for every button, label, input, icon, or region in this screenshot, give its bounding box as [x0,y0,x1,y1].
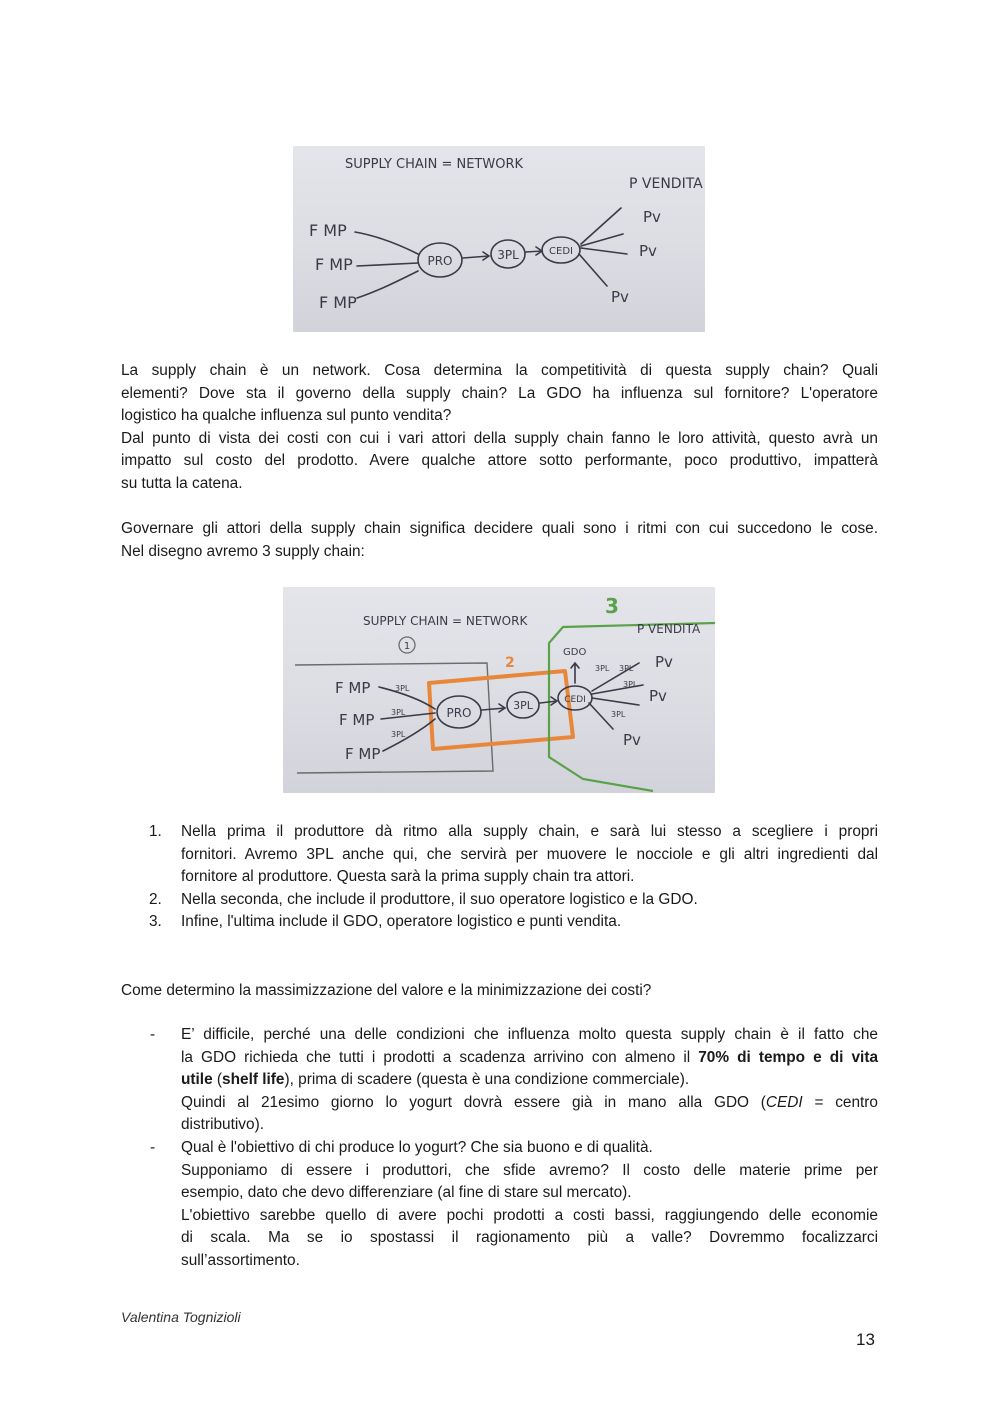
small-3pl-label: 3PL [391,708,406,717]
sketch-2-supplier: F MP [339,711,375,729]
text-line: L'obiettivo sarebbe quello di avere pochi prodotti a costi bassi, raggiungendo delle economie [181,1206,878,1224]
flow-arrow [355,232,418,254]
node-label: CEDI [564,695,586,705]
list-item [121,1137,878,1273]
small-3pl-label: 3PL [623,680,638,689]
text-line: Qual è l'obiettivo di chi produce lo yogurt? Che sia buono e di qualità. [181,1138,653,1156]
outlet-label: P VENDITA [629,176,703,192]
text-run: ( [212,1071,223,1089]
small-3pl-label: 3PL [595,664,610,673]
region-label: 2 [505,655,515,671]
node-label: PRO [446,706,472,720]
text-line: E’ difficile, perché una delle condizioni che influenza molto questa supply chain è il fatto che [181,1026,878,1043]
text-line: distributivo). [181,1116,264,1134]
text-line: Dal punto di vista dei costi con cui i vari attori della supply chain fanno le loro attività, questo avrà un [121,429,878,447]
supply-chain-list [121,821,878,934]
governance-paragraph [121,518,878,563]
supply-chain-sketch-2 [283,587,715,793]
outlet-label: Pv [649,687,667,705]
text-line: fornitori. Avremo 3PL anche qui, che servirà per muovere le nocciole e gli altri ingredienti dal [181,845,878,863]
text-line: Nella prima il produttore dà ritmo alla supply chain, e sarà lui stesso a scegliere i propri [181,823,878,840]
small-3pl-label: 3PL [391,730,406,739]
page-number: 13 [856,1330,875,1349]
text-line: Come determino la massimizzazione del valore e la minimizzazione dei costi? [121,982,652,999]
gdo-label: GDO [563,647,587,658]
sketch-1-drawing [293,146,705,332]
flow-arrow [463,252,489,260]
sketch-2-supplier: F MP [335,679,371,697]
node-label: CEDI [549,246,573,257]
list-number: 1. [149,823,162,840]
text-line: Nel disegno avremo 3 supply chain: [121,542,365,560]
list-number: 3. [149,913,162,931]
text-run: ), prima di scadere (questa è una condizione commerciale). [284,1071,690,1089]
supply-chain-sketch-1 [293,146,705,332]
text-line: Nella seconda, che include il produttore, il suo operatore logistico e la GDO. [181,890,698,908]
outlet-label: Pv [623,731,641,749]
small-3pl-label: 3PL [619,664,634,673]
text-line: fornitore al produttore. Questa sarà la prima supply chain tra attori. [181,868,635,886]
small-3pl-label: 3PL [395,684,410,693]
discussion-list [121,1024,878,1273]
bold-run: shelf life [222,1071,285,1089]
region-label: 1 [403,641,411,652]
outlet-label: Pv [639,242,657,260]
intro-paragraph [121,360,878,496]
text-line: esempio, dato che devo differenziare (al fine di stare sul mercato). [181,1184,632,1202]
flow-arrow [357,263,418,266]
node-label: 3PL [513,699,533,712]
list-item [121,889,878,912]
text-line: impatto sul costo del prodotto. Avere qualche attore sotto performante, poco produttivo, impatterà [121,452,878,470]
flow-arrow [482,704,505,712]
list-item [121,821,878,889]
flow-arrow [526,247,542,255]
outlet-label: Pv [611,288,629,306]
outlet-label: P VENDITA [637,622,701,636]
flow-arrow [379,687,435,751]
italic-run: CEDI [765,1093,803,1111]
sketch-1-supplier: F MP [319,293,357,312]
text-line [181,1047,878,1070]
list-number: 2. [149,890,162,908]
text-line: di scala. Ma se io spostassi il ragionamento più a valle? Dovremmo focalizzarci [181,1229,878,1247]
text-line: su tutta la catena. [121,474,243,492]
text-line: Infine, l'ultima include il GDO, operatore logistico e punti vendita. [181,913,622,931]
text-run: Quindi al 21esimo giorno lo yogurt dovrà essere già in mano alla GDO ( [181,1093,766,1111]
footer-author: Valentina Tognizioli [121,1309,241,1325]
small-3pl-label: 3PL [611,710,626,719]
text-line: Governare gli attori della supply chain significa decidere quali sono i ritmi con cui succedono le cose. [121,520,878,537]
text-line: Supponiamo di essere i produttori, che sfide avremo? Il costo delle materie prime per [181,1161,878,1179]
text-line [181,1092,878,1115]
node-label: PRO [427,254,453,268]
sketch-1-supplier: F MP [309,221,347,240]
text-line: logistico ha qualche influenza sul punto vendita? [121,407,452,425]
text-line [181,1069,878,1092]
text-line: elementi? Dove sta il governo della supply chain? La GDO ha influenza sul fornitore? L'operatore [121,384,878,402]
outlet-lines [579,208,627,286]
text-line: sull’assortimento. [181,1251,300,1269]
sketch-1-title: SUPPLY CHAIN = NETWORK [345,157,524,172]
node-label: 3PL [497,248,519,262]
sketch-2-drawing [283,587,715,793]
region-label: 3 [605,594,619,618]
bold-run: 70% di tempo e di vita [698,1048,879,1066]
dash-marker: - [150,1026,156,1043]
list-item [121,911,878,934]
list-item [121,1024,878,1137]
text-run: la GDO richieda che tutti i prodotti a scadenza arrivino con almeno il [181,1048,699,1066]
sketch-2-supplier: F MP [345,745,381,763]
text-line: La supply chain è un network. Cosa determina la competitività di questa supply chain? Quali [121,362,878,379]
sketch-1-supplier: F MP [315,255,353,274]
bold-run: utile [181,1071,213,1089]
question-line [121,980,878,1003]
dash-marker: - [150,1138,156,1156]
sketch-2-title: SUPPLY CHAIN = NETWORK [363,614,528,628]
gdo-arrow [571,663,579,683]
outlet-label: Pv [655,653,673,671]
flow-arrow [357,271,418,298]
text-run: = centro [802,1093,878,1111]
outlet-label: Pv [643,208,661,226]
